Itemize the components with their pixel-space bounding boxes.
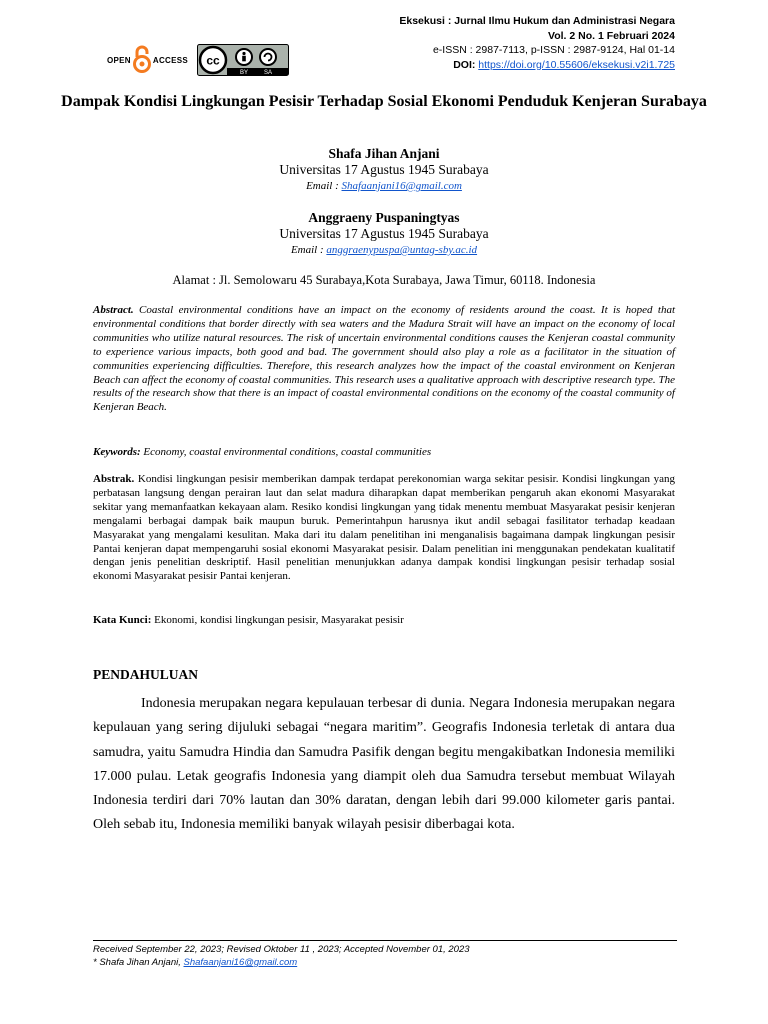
- author-name: Shafa Jihan Anjani: [328, 146, 440, 161]
- author-email-link[interactable]: Shafaanjani16@gmail.com: [341, 180, 462, 192]
- journal-doi: [399, 58, 675, 73]
- keywords-english: [93, 446, 675, 458]
- email-label: Email :: [306, 180, 342, 192]
- abstract-label: Abstract.: [93, 304, 134, 316]
- abstract-english: [93, 304, 675, 415]
- paper-title: Dampak Kondisi Lingkungan Pesisir Terhadap Sosial Ekonomi Penduduk Kenjeran Surabaya: [61, 93, 707, 110]
- author-name: Anggraeny Puspaningtyas: [308, 210, 460, 225]
- email-label: Email :: [290, 244, 327, 256]
- author-affiliation: Universitas 17 Agustus 1945 Surabaya: [279, 162, 489, 177]
- cc-by-sa-badge: [197, 44, 289, 81]
- journal-issn: e-ISSN : 2987-7113, p-ISSN : 2987-9124, Hal 01-14: [432, 44, 675, 56]
- kata-kunci-label: Kata Kunci:: [93, 614, 152, 626]
- keywords-indonesian: [93, 614, 675, 626]
- author-email-link[interactable]: anggraenypuspa@untag-sby.ac.id: [326, 244, 478, 256]
- abstrak-label: Abstrak.: [93, 473, 135, 485]
- footer-notes: [93, 943, 470, 969]
- author-block-1: [0, 146, 768, 194]
- corresponding-email-link[interactable]: Shafaanjani16@gmail.com: [183, 957, 298, 968]
- journal-volume: Vol. 2 No. 1 Februari 2024: [547, 29, 675, 42]
- journal-header: [399, 14, 675, 72]
- received-dates: Received September 22, 2023; Revised Oktober 11 , 2023; Accepted November 01, 2023: [93, 944, 470, 955]
- section-heading: PENDAHULUAN: [93, 667, 199, 682]
- author-block-2: [0, 210, 768, 258]
- abstract-text: Coastal environmental conditions have an impact on the economy of residents around the coast. It is hoped that environmental conditions that border directly with sea waters and the Madura Strait will have an impact on the economy of local communities who utilize natural resources. The risk of uncertain environmental conditions causes the Kenjeran coastal community to experience various impacts, both good and bad. The government should also play a role as a facilitator in the situation of communities experiencing difficulties. Therefore, this research analyzes how the impact of the coastal environment on Kenjeran Beach can affect the economy of coastal communities. This research uses a qualitative approach with descriptive research type. The results of the research show that there is an impact of coastal environmental conditions on the economy of the coastal community of Kenjeran Beach.: [93, 304, 675, 414]
- cc-by-label: BY: [239, 70, 249, 76]
- doi-link[interactable]: https://doi.org/10.55606/eksekusi.v2i1.725: [478, 58, 675, 71]
- abstrak-text: Kondisi lingkungan pesisir memberikan dampak terdapat perekonomian warga sekitar pesisir. Kondisi lingkungan yang perbatasan langsung dengan perairan laut dan selat madura diharapkan dapat memberikan pengaruh akan ekonomi Masyarakat sekitar yang memanfaatkan kekayaan alam. Resiko kondisi lingkungan yang tidak menentu membuat Masyarakat pesisir kenjeran mengalami berbagai dampak baik maupun buruk. Pemerintahpun harusnya ikut andil sebagai fasilitator terhadap keadaan Masyarakat yang mengalami kesulitan. Maka dari itu dalam penelitihan ini menganalisis bagaimana dampak lingkungan pesisir Pantai kenjeran dapat mempengaruhi sosial ekonomi Masyarakat pesisir. Dalam penelitian ini menggunakan pendekatan kualitatif dengan jenis penelitian deskriptif. Hasil penelitian menunjukkan adanya dampak kondisi lingkungan pesisir terhadap sosial ekonomi Masyarakat pesisir Pantai kenjeran.: [93, 473, 675, 583]
- abstract-indonesian: [93, 473, 675, 584]
- keywords-label: Keywords:: [93, 446, 141, 458]
- author-email-line: [0, 242, 768, 258]
- open-access-text-left: OPEN: [107, 55, 131, 65]
- author-address: Alamat : Jl. Semolowaru 45 Surabaya,Kota Surabaya, Jawa Timur, 60118. Indonesia: [172, 273, 596, 287]
- author-affiliation: Universitas 17 Agustus 1945 Surabaya: [279, 226, 489, 241]
- journal-name: Eksekusi : Jurnal Ilmu Hukum dan Administrasi Negara: [399, 15, 675, 27]
- footer-divider: [93, 940, 677, 941]
- body-paragraph: Indonesia merupakan negara kepulauan terbesar di dunia. Negara Indonesia merupakan negara kepulauan yang sering dijuluki sebagai “negara maritim”. Geografis Indonesia terletak di antara dua samudra, yaitu Samudra Hindia dan Samudra Pasifik dengan begitu mengakibatkan Indonesia memiliki 17.000 pulau. Letak geografis Indonesia yang diampit oleh dua Samudra tersebut membuat Wilayah Indonesia terdiri dari 70% lautan dan 30% daratan, dengan lebih dari 99.000 kilometer garis pantai. Oleh sebab itu, Indonesia memiliki banyak wilayah pesisir diberbagai kota.: [93, 696, 675, 833]
- corresponding-author: [93, 956, 470, 969]
- author-email-line: [0, 178, 768, 194]
- open-access-lock-icon: [133, 44, 151, 76]
- corresponding-prefix: * Shafa Jihan Anjani,: [93, 957, 184, 968]
- cc-sa-label: SA: [263, 70, 273, 76]
- kata-kunci-text: Ekonomi, kondisi lingkungan pesisir, Masyarakat pesisir: [151, 614, 404, 626]
- doi-label: DOI:: [453, 58, 476, 71]
- open-access-logo: [107, 44, 188, 76]
- open-access-text-right: ACCESS: [152, 55, 189, 65]
- keywords-text: Economy, coastal environmental conditions, coastal communities: [140, 446, 432, 458]
- cc-label: cc: [206, 53, 220, 68]
